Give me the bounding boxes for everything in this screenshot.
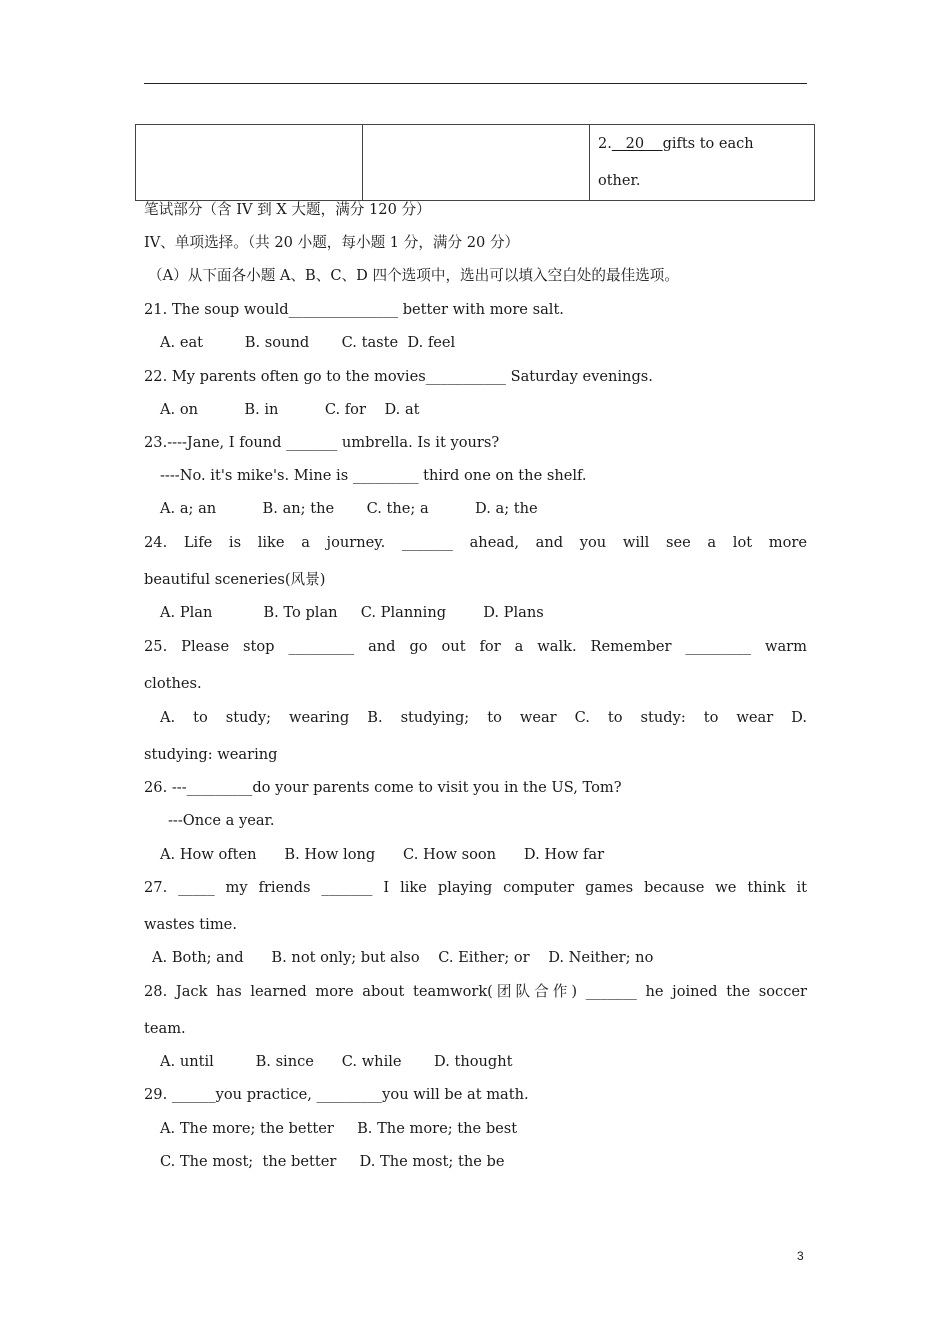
header-rule — [144, 83, 807, 84]
question-29: 29. ______you practice, _________you will be at math. — [144, 1086, 529, 1103]
question-26-options: A. How often B. How long C. How soon D. How far — [160, 846, 605, 863]
page-number: 3 — [797, 1249, 804, 1263]
cell3-prefix: 2. — [598, 136, 612, 152]
question-29-options-1: A. The more; the better B. The more; the best — [160, 1120, 518, 1137]
table-cell-3 — [590, 125, 815, 201]
cell3-suffix: gifts to each — [662, 136, 754, 152]
question-27-options: A. Both; and B. not only; but also C. Either; or D. Neither; no — [152, 949, 654, 966]
question-25: 25. Please stop _________ and go out for a walk. Remember _________ warm — [144, 638, 807, 655]
question-28: 28. Jack has learned more about teamwork(团队合作) _______ he joined the soccer — [144, 983, 807, 1000]
question-25-options-cont: studying: wearing — [144, 746, 278, 763]
question-25-options: A. to study; wearing B. studying; to wear C. to study: to wear D. — [160, 709, 807, 726]
question-26: 26. ---_________do your parents come to visit you in the US, Tom? — [144, 779, 622, 796]
question-25-cont: clothes. — [144, 675, 202, 692]
question-24-options: A. Plan B. To plan C. Planning D. Plans — [160, 604, 544, 621]
question-23: 23.----Jane, I found _______ umbrella. Is it yours? — [144, 434, 500, 451]
question-23-reply: ----No. it's mike's. Mine is _________ third one on the shelf. — [160, 467, 587, 484]
question-28-options: A. until B. since C. while D. thought — [160, 1053, 513, 1070]
question-21: 21. The soup would_______________ better with more salt. — [144, 301, 564, 318]
question-26-reply: ---Once a year. — [168, 812, 275, 829]
part-title: IV、单项选择。（共 20 小题，每小题 1 分，满分 20 分） — [144, 234, 520, 251]
question-23-options: A. a; an B. an; the C. the; a D. a; the — [160, 500, 538, 517]
question-24-cont: beautiful sceneries(风景) — [144, 571, 326, 588]
question-21-options: A. eat B. sound C. taste D. feel — [160, 334, 456, 351]
section-title: 笔试部分（含 IV 到 X 大题，满分 120 分） — [144, 201, 431, 218]
question-29-options-2: C. The most; the better D. The most; the be — [160, 1153, 505, 1170]
question-22: 22. My parents often go to the movies___________ Saturday evenings. — [144, 368, 653, 385]
question-22-options: A. on B. in C. for D. at — [160, 401, 420, 418]
cell3-answer-blank: 20 — [611, 136, 663, 152]
answer-table — [135, 124, 815, 201]
table-cell-2 — [363, 125, 590, 201]
question-27-cont: wastes time. — [144, 916, 237, 933]
cell3-line2: other. — [598, 173, 641, 189]
question-27: 27. _____ my friends _______ I like playing computer games because we think it — [144, 879, 807, 896]
table-cell-1 — [136, 125, 363, 201]
question-28-cont: team. — [144, 1020, 186, 1037]
instruction: （A）从下面各小题 A、B、C、D 四个选项中，选出可以填入空白处的最佳选项。 — [148, 267, 679, 284]
question-24: 24. Life is like a journey. _______ ahead, and you will see a lot more — [144, 534, 807, 551]
